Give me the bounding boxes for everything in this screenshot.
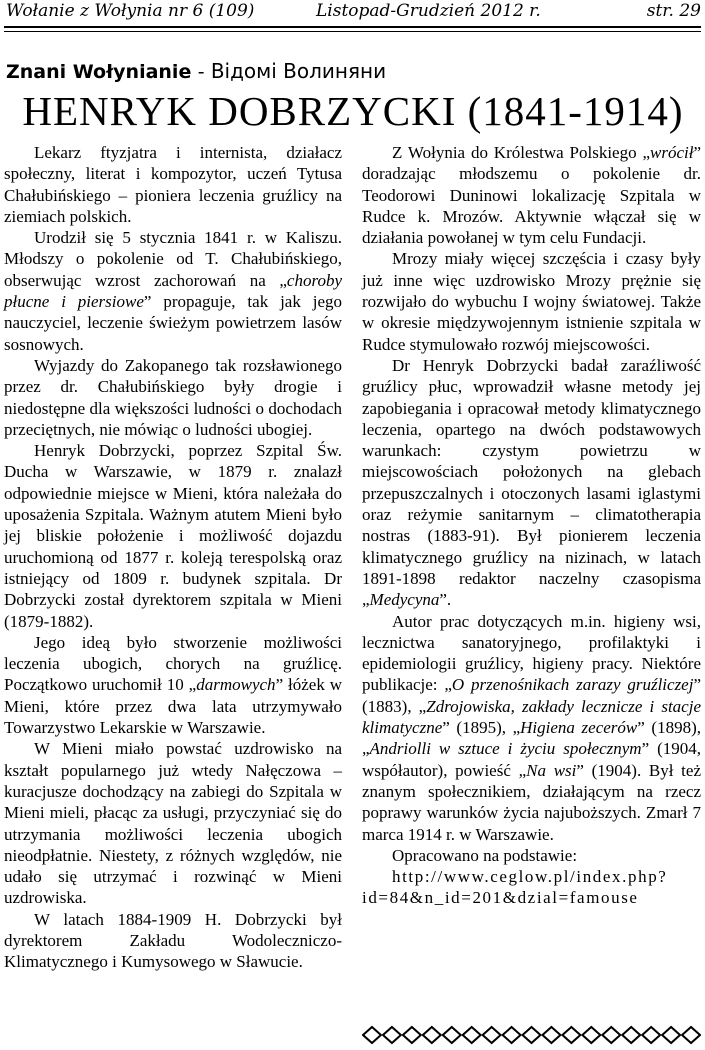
article-paragraph: [362, 611, 701, 845]
paragraph-text: ” (1904, współautor), powieść „: [362, 739, 701, 780]
diamond-ornament: [363, 1027, 381, 1043]
italic-quote: Andriolli w sztuce i życiu społecznym: [369, 739, 642, 759]
paragraph-text: ”.: [439, 590, 452, 610]
running-header: [4, 0, 701, 22]
paragraph-text: ” propaguje, tak jak jego nauczyciel, leczenie świeżym powietrzem lasów sosnowych.: [4, 292, 342, 354]
paragraph-text: Z Wołynia do Królestwa Polskiego „: [392, 143, 650, 162]
article-paragraph: [4, 440, 342, 632]
diamond-ornament: [682, 1027, 700, 1043]
section-heading-separator: -: [191, 59, 211, 83]
paragraph-text: Autor prac dotyczących m.in. higieny wsi, lecznictwa sanatoryjnego, profilaktyki i epidemiologii gruźlicy, higieny pracy. Niektóre publikacje: „: [362, 611, 701, 695]
paragraph-text: ” (1904). Był też znanym społecznikiem, działającym na rzecz poprawy warunków życia najuboższych. Zmarł 7 marca 1914 r. w Warszawie.: [362, 760, 701, 844]
section-heading-polish: Znani Wołynianie: [6, 61, 192, 83]
article-title: HENRYK DOBRZYCKI (1841-1914): [22, 88, 684, 134]
article-paragraph: [4, 227, 342, 355]
diamond-ornament: [662, 1027, 680, 1043]
italic-quote: Na wsi: [526, 760, 577, 780]
diamond-ornament: [503, 1027, 521, 1043]
italic-quote: wrócił: [650, 143, 694, 162]
paragraph-text: ” łóżek w Mieni, które przez dwa lata utrzymywało Towarzystwo Lekarskie w Warszawie.: [4, 675, 343, 738]
article-paragraph: [362, 248, 701, 354]
diamond-ornament: [642, 1027, 660, 1043]
paragraph-text: Urodził się 5 stycznia 1841 r. w Kaliszu. Młodszy o pokolenie od T. Chałubińskiego, obserwując wzrost zachorowań na „: [4, 228, 342, 290]
diamond-ornament: [562, 1027, 580, 1043]
article-paragraph: [4, 632, 342, 738]
italic-quote: Zdrojowiska, zakłady lecznicze i stacje klimatyczne: [362, 696, 701, 738]
diamond-ornament: [602, 1027, 620, 1043]
article-paragraph: [4, 142, 342, 227]
italic-quote: Higiena zecerów: [520, 718, 638, 738]
paragraph-text: W Mieni miało powstać uzdrowisko na kształt popularnego już wtedy Nałęczowa – kuracjusze dochodzący na zabiegi do Szpitala w Mieni mieli, płacąc za usługi, przyczyniać się do utrzymania możliwości leczenia ubogich nieodpłatnie. Niestety, z różnych względów, nie udało się utrzymać i rozwinąć w Mieni uzdrowiska.: [4, 739, 342, 908]
paragraph-text: Lekarz ftyzjatra i internista, działacz społeczny, literat i kompozytor, uczeń Tytusa Chałubińskiego – pioniera leczenia gruźlicy na ziemiach polskich.: [4, 143, 342, 226]
header-rule-thin: [4, 31, 701, 32]
italic-quote: darmowych: [196, 675, 276, 695]
paragraph-text: Dr Henryk Dobrzycki badał zaraźliwość gruźlicy płuc, wprowadził własne metody jej zapobiegania i opracował metody klimatycznego leczenia, opartego na dwóch podstawowych warunkach: czystym powietrzu w miejscowościach położonych na glebach przepuszczalnych i otoczonych lasami iglastymi oraz reżymie sanitarnym – climatotherapia nostras (1883-91). Był pionierem leczenia klimatycznego gruźlicy na nizinach, w latach 1891-1898 redaktor naczelny czasopisma „: [362, 355, 701, 610]
article-paragraph: [362, 355, 701, 611]
italic-quote: choroby płucne i piersiowe: [4, 270, 342, 312]
source-url: http://www.ceglow.pl/index.php?id=84&n_id=201&dzial=famouse: [362, 867, 668, 908]
diamond-ornament: [403, 1027, 421, 1043]
header-date: Listopad-Grudzień 2012 r.: [316, 1, 541, 21]
diamond-ornament: [443, 1027, 461, 1043]
diamond-ornament: [622, 1027, 640, 1043]
paragraph-text: ” (1895), „: [442, 718, 521, 738]
italic-quote: Medycyna: [369, 590, 440, 610]
article-column-left: [4, 142, 342, 973]
section-heading-ukrainian: Відомі Волиняни: [210, 59, 387, 83]
italic-quote: O przenośnikach zarazy gruźliczej: [451, 675, 694, 695]
paragraph-text: W latach 1884-1909 H. Dobrzycki był dyrektorem Zakładu Wodoleczniczo-Klimatycznego i Kumysowego w Sławucie.: [4, 909, 342, 972]
diamond-ornament: [483, 1027, 501, 1043]
header-issue: Wołanie z Wołynia nr 6 (109): [6, 1, 255, 21]
source-label: Opracowano na podstawie:: [392, 845, 578, 865]
paragraph-text: Mrozy miały więcej szczęścia i czasy były już inne więc uzdrowisko Mrozy prężnie się rozwijało do wybuchu I wojny światowej. Także w okresie międzywojennym istnienie szpitala w Rudce stymulowało rozwój miejscowości.: [362, 249, 701, 354]
diamond-ornament: [463, 1027, 481, 1043]
article-column-right: [362, 142, 701, 909]
diamond-ornament: [542, 1027, 560, 1043]
paragraph-text: ” (1883), „: [362, 675, 701, 716]
paragraph-text: Wyjazdy do Zakopanego tak rozsławionego przez dr. Chałubińskiego były drogie i niedostępne dla większości ludności o dochodach przeciętnych, nie mówiąc o ludności ubogiej.: [4, 355, 342, 439]
diamond-ornament: [423, 1027, 441, 1043]
paragraph-text: ” doradzając młodszemu o pokolenie dr. Teodorowi Duninowi lokalizację Szpitala w Rudce k. Mrozów. Aktywnie włączał się w działania powołanej w tym celu Fundacji.: [362, 143, 701, 248]
article-paragraph: [4, 909, 342, 973]
paragraph-text: Henryk Dobrzycki, poprzez Szpital Św. Ducha w Warszawie, w 1879 r. znalazł odpowiednie miejsce w Mieni, która należała do uposażenia Szpitala. Ważnym atutem Mieni było jej bliskie położenie i możliwość dojazdu uruchomioną od 1877 r. koleją terespolską oraz istniejący od 1809 r. budynek szpitala. Dr Dobrzycki został dyrektorem szpitala w Mieni (1879-1882).: [4, 441, 342, 631]
diamond-border-ornament: [362, 1025, 701, 1045]
article-paragraph: [362, 142, 701, 248]
header-page-number: str. 29: [646, 1, 701, 21]
diamond-ornament: [383, 1027, 401, 1043]
header-rule-thick: [4, 26, 701, 28]
article-paragraph: [4, 738, 342, 908]
paragraph-text: Jego ideą było stworzenie możliwości leczenia ubogich, chorych na gruźlicę. Początkowo uruchomił 10 „: [4, 632, 342, 695]
section-heading: [6, 58, 386, 87]
paragraph-text: ” (1898), „: [362, 718, 701, 759]
diamond-ornament: [582, 1027, 600, 1043]
diamond-ornament: [523, 1027, 541, 1043]
article-paragraph: [4, 355, 342, 440]
